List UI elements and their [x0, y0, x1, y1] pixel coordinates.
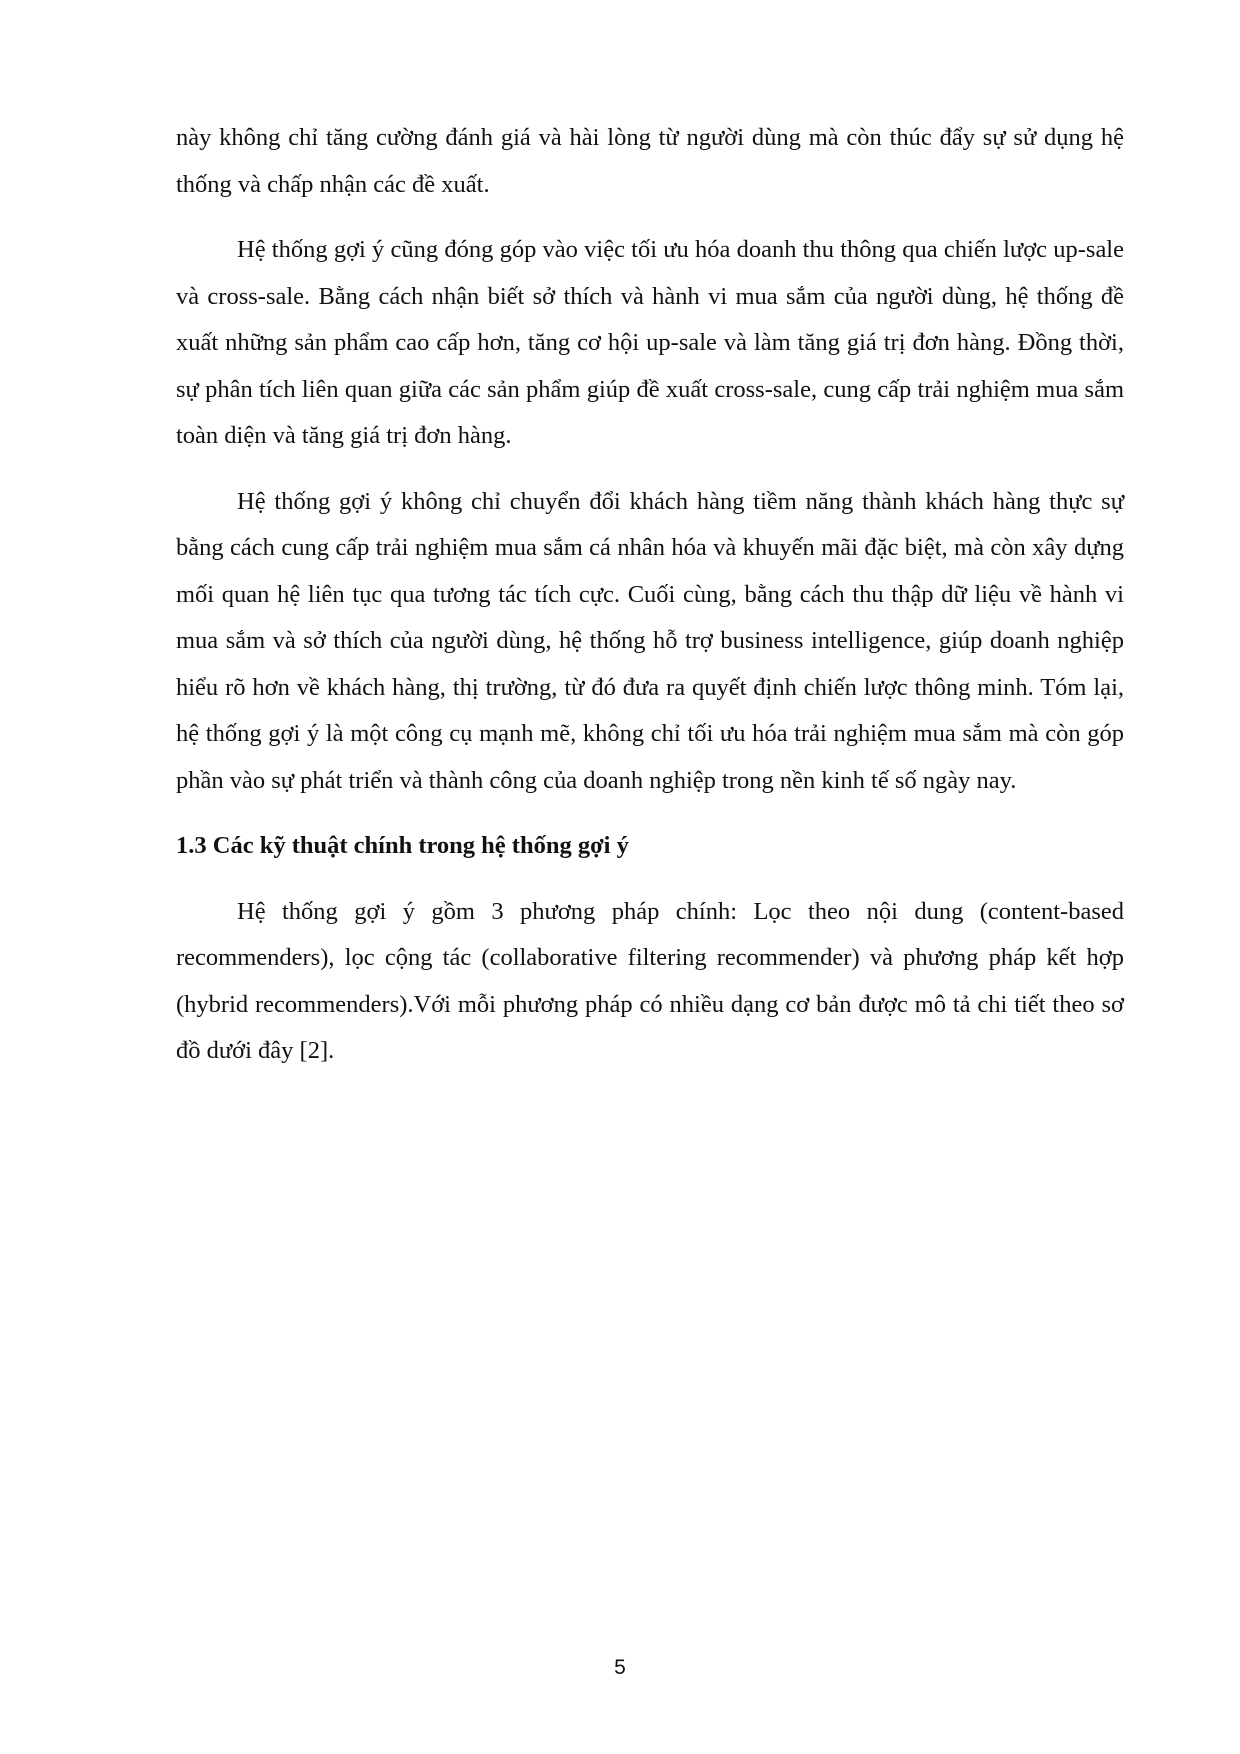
paragraph-continuation: này không chỉ tăng cường đánh giá và hài lòng từ người dùng mà còn thúc đẩy sự sử dụng hệ thống và chấp nhận các đề xuất. [176, 124, 1124, 198]
paragraph-customer-conversion: Hệ thống gợi ý không chỉ chuyển đổi khách hàng tiềm năng thành khách hàng thực sự bằng cách cung cấp trải nghiệm mua sắm cá nhân hóa và khuyến mãi đặc biệt, mà còn xây dựng mối quan hệ liên tục qua tương tác tích cực. Cuối cùng, bằng cách thu thập dữ liệu về hành vi mua sắm và sở thích của người dùng, hệ thống hỗ trợ business intelligence, giúp doanh nghiệp hiểu rõ hơn về khách hàng, thị trường, từ đó đưa ra quyết định chiến lược thông minh. Tóm lại, hệ thống gợi ý là một công cụ mạnh mẽ, không chỉ tối ưu hóa trải nghiệm mua sắm mà còn góp phần vào sự phát triển và thành công của doanh nghiệp trong nền kinh tế số ngày nay. [176, 487, 1124, 794]
paragraph-main-techniques: Hệ thống gợi ý gồm 3 phương pháp chính: Lọc theo nội dung (content-based recommenders), lọc cộng tác (collaborative filtering recommender) và phương pháp kết hợp (hybrid recommenders).Với mỗi phương pháp có nhiều dạng cơ bản được mô tả chi tiết theo sơ đồ dưới đây [2]. [176, 897, 1124, 1064]
page-number: 5 [614, 1656, 626, 1679]
page-body [176, 115, 1124, 1075]
paragraph-revenue-optimization: Hệ thống gợi ý cũng đóng góp vào việc tối ưu hóa doanh thu thông qua chiến lược up-sale và cross-sale. Bằng cách nhận biết sở thích và hành vi mua sắm của người dùng, hệ thống đề xuất những sản phẩm cao cấp hơn, tăng cơ hội up-sale và làm tăng giá trị đơn hàng. Đồng thời, sự phân tích liên quan giữa các sản phẩm giúp đề xuất cross-sale, cung cấp trải nghiệm mua sắm toàn diện và tăng giá trị đơn hàng. [176, 236, 1124, 449]
section-heading: 1.3 Các kỹ thuật chính trong hệ thống gợi ý [176, 832, 629, 859]
